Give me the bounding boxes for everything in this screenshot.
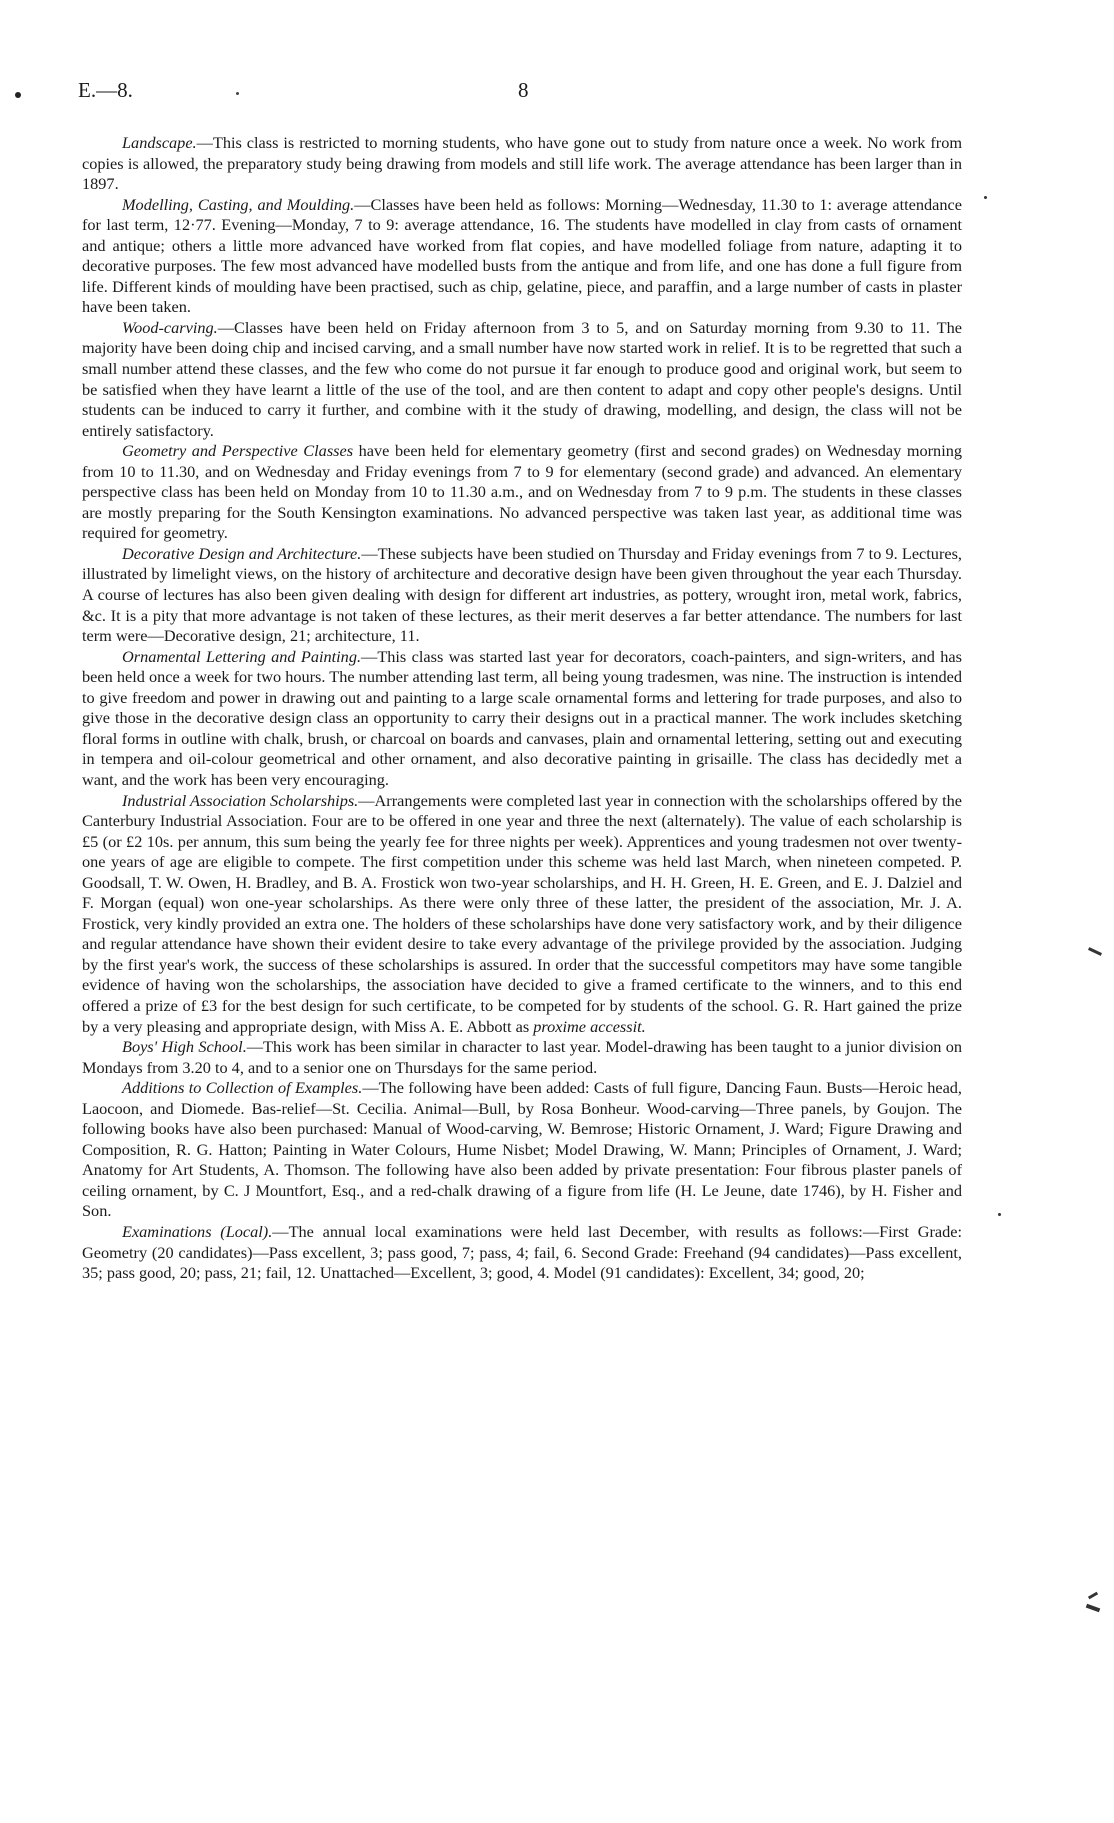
paragraph-text: —This class was started last year for decorators, coach-painters, and sign-writers, and has been held once a week for two hours. The number attending last term, all being young tradesmen, was nine. The instruction is intended to give freedom and power in drawing out and painting to a large scale ornamental forms and lettering for trade purposes, and also to give those in the decorative design class an opportunity to carry their designs out in a practical manner. The work includes sketching floral forms in outline with chalk, brush, or charcoal on boards and canvases, plain and ornamental lettering, setting out and executing in tempera and oil-colour geometrical and other ornament, and also decorative painting in grisaille. The class has decidedly met a want, and the work has been very encouraging. <box>82 646 962 789</box>
page-number: 8 <box>518 78 529 102</box>
paragraph-heading: Wood-carving. <box>122 317 218 337</box>
paragraph-heading: Ornamental Lettering and Painting. <box>122 646 362 666</box>
paragraph-examinations <box>82 1222 962 1284</box>
paragraph-text: —The annual local examinations were held last December, with results as follows:—First Grade: Geometry (20 candidates)—Pass excellent, 3; pass good, 7; pass, 4; fail, 6. Second Grade: Freehand (94 candidates)—Pass excellent, 35; pass good, 20; pass, 21; fail, 12. Unattached—Excellent, 3; good, 4. Model (91 candidates): Excellent, 34; good, 20; <box>82 1221 962 1283</box>
paragraph-heading: Examinations (Local). <box>122 1221 273 1241</box>
margin-dot <box>15 92 21 98</box>
paragraph-ornamental-lettering <box>82 647 962 791</box>
paragraph-tail-italic: proxime accessit. <box>533 1016 646 1036</box>
paragraph-text: —These subjects have been studied on Thursday and Friday evenings from 7 to 9. Lectures, illustrated by limelight views, on the history of architecture and decorative design have been given throughout the year each Thursday. A course of lectures has also been given dealing with design for different art industries, as pottery, wrought iron, metal work, fabrics, &c. It is a pity that more advantage is not taken of these lectures, as their merit deserves a far better attendance. The numbers for last term were—Decorative design, 21; architecture, 11. <box>82 543 963 646</box>
paragraph-heading: Geometry and Perspective Classes <box>122 441 354 461</box>
scan-speck <box>998 1213 1001 1216</box>
document-body <box>82 133 962 1284</box>
paragraph-heading: Industrial Association Scholarships. <box>122 790 359 810</box>
paragraph-text: —This class is restricted to morning students, who have gone out to study from nature once a week. No work from copies is allowed, the preparatory study being drawing from models and still life work. The average attendance has been larger than in 1897. <box>82 133 962 194</box>
paragraph-heading: Landscape. <box>122 133 197 152</box>
paragraph-text: —This work has been similar in character to last year. Model-drawing has been taught to a junior division on Mondays from 3.20 to 4, and to a senior one on Thursdays for the same period. <box>82 1037 962 1077</box>
scan-mark <box>1088 947 1102 956</box>
document-reference: E.—8. <box>78 78 133 102</box>
paragraph-geometry <box>82 441 962 544</box>
paragraph-text: —Classes have been held as follows: Morning—Wednesday, 11.30 to 1: average attendance for last term, 12·77. Evening—Monday, 7 to 9: average attendance, 16. The students have modelled in clay from casts of ornament and antique; others a little more advanced have worked from flat copies, and have modelled foliage from nature, adapting it to decorative purposes. The few most advanced have modelled busts from the antique and from life, and one has done a full figure from life. Different kinds of moulding have been practised, such as chip, gelatine, piece, and paraffin, and a large number of casts in plaster have been taken. <box>82 194 963 317</box>
paragraph-heading: Decorative Design and Architecture. <box>122 543 362 563</box>
paragraph-scholarships <box>82 791 962 1038</box>
paragraph-wood-carving <box>82 318 962 441</box>
page-header <box>78 78 1038 110</box>
paragraph-modelling <box>82 195 962 318</box>
paragraph-heading: Additions to Collection of Examples. <box>122 1078 363 1098</box>
paragraph-text: —Classes have been held on Friday afternoon from 3 to 5, and on Saturday morning from 9.30 to 11. The majority have been doing chip and incised carving, and a small number have now started work in relief. It is to be regretted that such a small number attend these classes, and the few who come do not pursue it far enough to produce good and original work, but seem to be satisfied when they have learnt a little of the use of the tool, and are then content to adapt and copy other people's designs. Until students can be induced to carry it further, and combine with it the study of drawing, modelling, and design, the class will not be entirely satisfactory. <box>82 317 962 440</box>
paragraph-boys-high-school <box>82 1037 962 1078</box>
paragraph-heading: Boys' High School. <box>122 1037 247 1057</box>
paragraph-heading: Modelling, Casting, and Moulding. <box>122 194 355 214</box>
scan-speck <box>984 196 987 199</box>
paragraph-decorative-design <box>82 544 962 647</box>
paragraph-landscape <box>82 133 962 195</box>
scan-mark <box>1088 1592 1098 1600</box>
header-dot <box>236 92 239 95</box>
paragraph-text: —The following have been added: Casts of full figure, Dancing Faun. Busts—Heroic head, Laocoon, and Diomede. Bas-relief—St. Cecilia. Animal—Bull, by Rosa Bonheur. Wood-carving—Three panels, by Goujon. The following books have also been purchased: Manual of Wood-carving, W. Bemrose; Historic Ornament, J. Ward; Figure Drawing and Composition, R. G. Hatton; Painting in Water Colours, Hume Nisbet; Model Drawing, W. Mann; Principles of Ornament, J. Ward; Anatomy for Art Students, A. Thomson. The following have also been added by private presentation: Four fibrous plaster panels of ceiling ornament, by C. J Mountfort, Esq., and a red-chalk drawing of a figure from life (H. Le Jeune, date 1746), by H. Fisher and Son. <box>82 1078 963 1221</box>
paragraph-text: have been held for elementary geometry (first and second grades) on Wednesday morning from 10 to 11.30, and on Wednesday and Friday evenings from 7 to 9 for elementary (second grade) and advanced. An elementary perspective class has been held on Monday from 10 to 11.30 a.m., and on Wednesday from 7 to 9 p.m. The students in these classes are mostly preparing for the South Kensington examinations. No advanced perspective was taken last year, as additional time was required for geometry. <box>82 441 962 543</box>
scan-mark <box>1086 1604 1101 1613</box>
paragraph-additions <box>82 1078 962 1222</box>
paragraph-text: —Arrangements were completed last year in connection with the scholarships offered by the Canterbury Industrial Association. Four are to be offered in one year and three the next (alternately). The value of each scholarship is £5 (or £2 10s. per annum, this sum being the yearly fee for three nights per week). Apprentices and young tradesmen not over twenty-one years of age are eligible to compete. The first competition under this scheme was held last March, when nineteen competed. P. Goodsall, T. W. Owen, H. Bradley, and B. A. Frostick won two-year scholarships, and H. H. Green, H. E. Green, and E. J. Dalziel and F. Morgan (equal) won one-year scholarships. As there were only three of these latter, the president of the association, Mr. J. A. Frostick, very kindly provided an extra one. The holders of these scholarships have done very satisfactory work, and by their diligence and regular attendance have shown their evident desire to take every advantage of the privilege provided by the association. Judging by the first year's work, the success of these scholarships is assured. In order that the successful competitors may have some tangible evidence of having won the scholarships, the association have decided to give a framed certificate to the winners, and to this end offered a prize of £3 for the best design for such certificate, to be competed for by students of the school. G. R. Hart gained the prize by a very pleasing and appropriate design, with Miss A. E. Abbott as <box>82 790 962 1036</box>
